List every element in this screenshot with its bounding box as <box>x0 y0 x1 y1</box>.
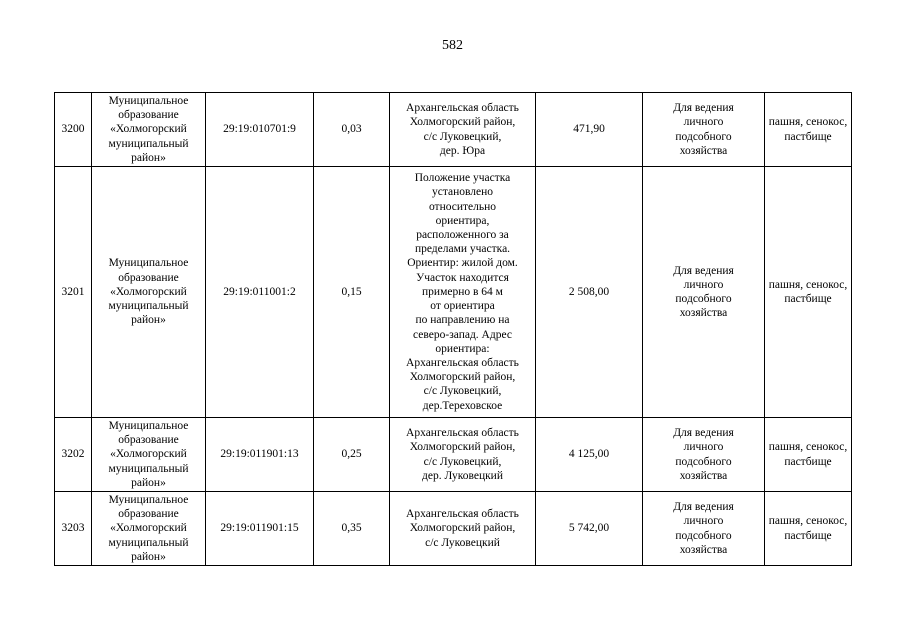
cadastral-number-cell: 29:19:011901:15 <box>206 492 314 566</box>
cadastral-number-cell: 29:19:011001:2 <box>206 167 314 418</box>
record-number-cell: 3203 <box>55 492 92 566</box>
land-type-cell: пашня, сенокос, пастбище <box>765 418 852 492</box>
land-registry-table <box>54 92 852 566</box>
permitted-use-cell: Для ведения личного подсобного хозяйства <box>643 418 765 492</box>
owner-cell: Муниципальное образование «Холмогорский муниципальный район» <box>92 93 206 167</box>
owner-cell: Муниципальное образование «Холмогорский муниципальный район» <box>92 418 206 492</box>
land-type-cell: пашня, сенокос, пастбище <box>765 93 852 167</box>
location-cell: Архангельская область Холмогорский район, с/с Луковецкий <box>390 492 536 566</box>
cadastral-value-cell: 4 125,00 <box>536 418 643 492</box>
table-row <box>55 167 852 418</box>
permitted-use-cell: Для ведения личного подсобного хозяйства <box>643 93 765 167</box>
cadastral-number-cell: 29:19:010701:9 <box>206 93 314 167</box>
area-cell: 0,35 <box>314 492 390 566</box>
record-number-cell: 3202 <box>55 418 92 492</box>
cadastral-number-cell: 29:19:011901:13 <box>206 418 314 492</box>
table-row <box>55 418 852 492</box>
record-number-cell: 3200 <box>55 93 92 167</box>
owner-cell: Муниципальное образование «Холмогорский муниципальный район» <box>92 167 206 418</box>
table-row <box>55 492 852 566</box>
owner-cell: Муниципальное образование «Холмогорский муниципальный район» <box>92 492 206 566</box>
record-number-cell: 3201 <box>55 167 92 418</box>
land-type-cell: пашня, сенокос, пастбище <box>765 492 852 566</box>
cadastral-value-cell: 471,90 <box>536 93 643 167</box>
location-cell: Архангельская область Холмогорский район, с/с Луковецкий, дер. Юра <box>390 93 536 167</box>
land-type-cell: пашня, сенокос, пастбище <box>765 167 852 418</box>
location-cell: Положение участка установлено относительно ориентира, расположенного за пределами участка. Ориентир: жилой дом. Участок находится примерно в 64 м от ориентира по направлению на северо-запад. Адрес ориентира: Архангельская область Холмогорский район, с/с Луковецкий, дер.Тереховское <box>390 167 536 418</box>
cadastral-value-cell: 5 742,00 <box>536 492 643 566</box>
permitted-use-cell: Для ведения личного подсобного хозяйства <box>643 167 765 418</box>
location-cell: Архангельская область Холмогорский район, с/с Луковецкий, дер. Луковецкий <box>390 418 536 492</box>
table-row <box>55 93 852 167</box>
area-cell: 0,25 <box>314 418 390 492</box>
page-number: 582 <box>442 38 463 53</box>
area-cell: 0,03 <box>314 93 390 167</box>
cadastral-value-cell: 2 508,00 <box>536 167 643 418</box>
permitted-use-cell: Для ведения личного подсобного хозяйства <box>643 492 765 566</box>
area-cell: 0,15 <box>314 167 390 418</box>
